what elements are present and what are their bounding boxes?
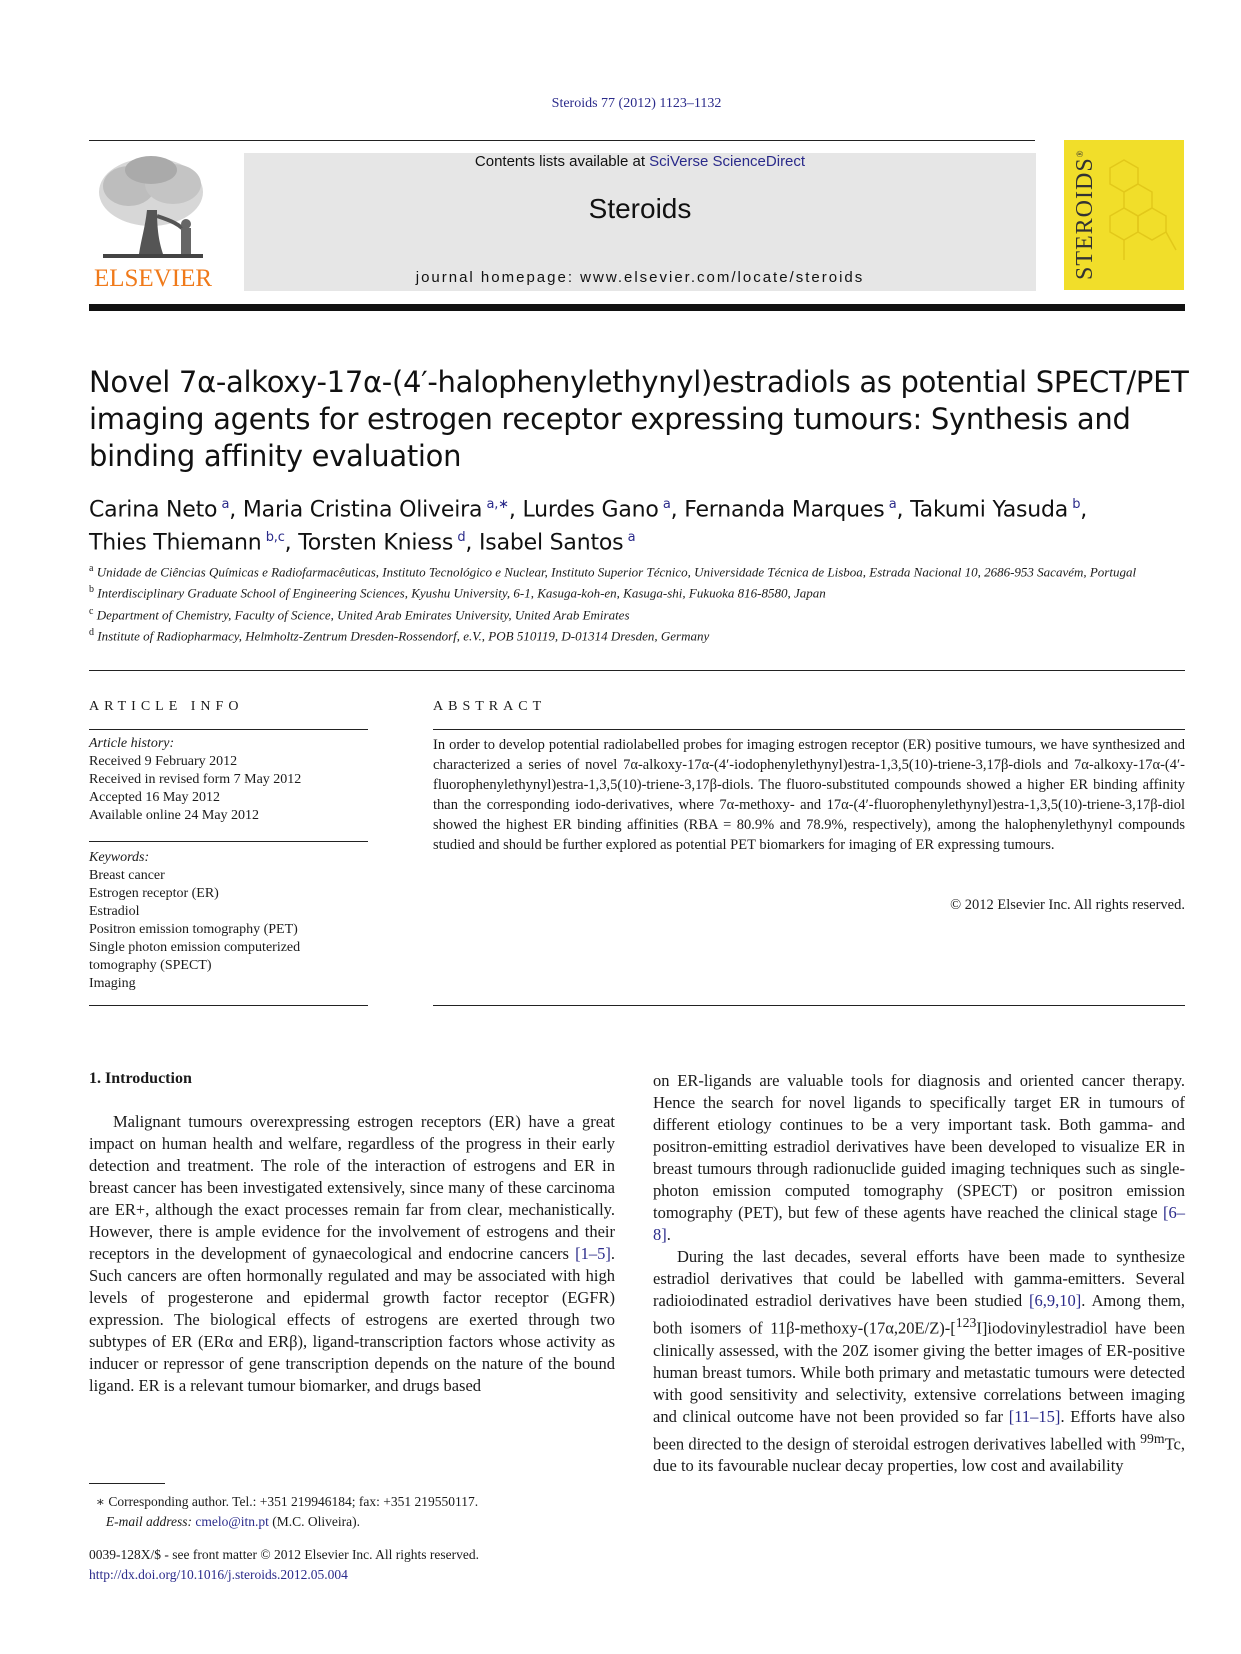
affiliation-key: d: [89, 626, 94, 638]
keyword: Positron emission tomography (PET): [89, 922, 298, 937]
elsevier-logo[interactable]: [89, 150, 217, 292]
author[interactable]: Fernanda Marques: [684, 497, 885, 523]
corresponding-author: [89, 1492, 649, 1512]
issn-line: 0039-128X/$ - see front matter © 2012 Elsevier Inc. All rights reserved.: [89, 1547, 480, 1562]
footer: [89, 1545, 649, 1585]
affiliation: [89, 624, 1189, 645]
divider: [89, 729, 368, 730]
footnote-star: ∗: [95, 1494, 105, 1509]
email-label: E-mail address:: [105, 1514, 192, 1529]
author[interactable]: Takumi Yasuda: [910, 497, 1069, 523]
header-thick-rule: [89, 304, 1185, 311]
corresponding-text: Corresponding author. Tel.: +351 219946184; fax: +351 219550117.: [104, 1494, 479, 1509]
footnote-rule: [89, 1483, 165, 1484]
author-affil[interactable]: a: [888, 497, 897, 512]
abstract-copyright: © 2012 Elsevier Inc. All rights reserved.: [950, 897, 1185, 913]
section-heading: 1. Introduction: [89, 1070, 192, 1087]
divider: [433, 1005, 1185, 1006]
keyword: Breast cancer: [89, 868, 165, 883]
contents-line: [244, 153, 1036, 170]
article-history: [89, 735, 379, 825]
abstract-text: In order to develop potential radiolabelled probes for imaging estrogen receptor (ER) positive tumours, we have synthesized and characterized a series of novel 7α-alkoxy-17α-(4′-iodophenylethynyl)estra-1,3,5(10)-triene-3,17β-diols and 7α-alkoxy-17α-(4′-fluorophenylethynyl)estra-1,3,5(10)-triene-3,17β-diols. The fluoro-substituted compounds showed a higher ER binding affinity than the corresponding iodo-derivatives, where 7α-methoxy- and 17α-(4′-fluorophenylethynyl)estra-1,3,5(10)-triene-3,17β-diol showed the highest ER binding affinities (RBA = 80.9% and 78.9%, respectively), among the halophenylethynyl compounds studied and should be further explored as potential PET biomarkers for imaging of ER expressing tumours.: [433, 737, 1185, 853]
affiliation-key: a: [89, 563, 94, 574]
abstract-heading: ABSTRACT: [433, 699, 547, 714]
affiliation: [89, 581, 1189, 602]
paragraph-text: . Efforts have also been directed to the design of steroidal estrogen derivatives labelled with: [653, 1406, 1185, 1453]
paragraph-text: I]iodovinylestradiol have been clinically assessed, with the 20Z isomer giving the better images of ER-positive human breast tumors. While both primary and metastatic tumours were detected with good sensitivity and selectivity, extensive correlations between imaging and clinical outcome have not been provided so far: [653, 1318, 1185, 1426]
author-affil[interactable]: a: [221, 497, 230, 512]
author-affil[interactable]: b: [1072, 497, 1081, 512]
author[interactable]: Thies Thiemann: [89, 530, 262, 556]
contents-prefix: Contents lists available at: [474, 153, 650, 170]
email-link[interactable]: cmelo@itn.pt: [195, 1514, 269, 1529]
paragraph: [653, 1070, 1185, 1246]
article-title: Novel 7α-alkoxy-17α-(4′-halophenylethynyl)estradiols as potential SPECT/PET imaging agents for estrogen receptor expressing tumours: Synthesis and binding affinity evaluation: [89, 365, 1189, 473]
article-info-heading: ARTICLE INFO: [89, 699, 244, 714]
journal-citation-link[interactable]: Steroids 77 (2012) 1123–1132: [551, 96, 722, 111]
affiliation-key: b: [89, 584, 94, 596]
isotope-superscript: 123: [955, 1315, 977, 1330]
keyword: Imaging: [89, 976, 136, 991]
paragraph: [89, 1111, 615, 1397]
paragraph-text: During the last decades, several efforts have been made to synthesize estradiol derivatives that could be labelled with gamma-emitters. Several radioiodinated estradiol derivatives have been studied: [653, 1247, 1185, 1310]
isotope-superscript: 99m: [1140, 1430, 1165, 1446]
reference-link[interactable]: [1–5]: [575, 1244, 611, 1263]
keyword: Estrogen receptor (ER): [89, 886, 219, 901]
footnote: [89, 1492, 649, 1532]
reference-link[interactable]: [6,9,10]: [1029, 1291, 1082, 1310]
history-item: Accepted 16 May 2012: [89, 790, 221, 805]
cover-registered-mark: ®: [1075, 149, 1085, 158]
history-item: Available online 24 May 2012: [89, 808, 260, 823]
keyword: Estradiol: [89, 904, 140, 919]
reference-link[interactable]: [11–15]: [1008, 1406, 1061, 1426]
paragraph-text: Tc, due to its favourable nuclear decay properties, low cost and availability: [653, 1434, 1185, 1475]
author-affil[interactable]: a,∗: [486, 497, 509, 512]
divider: [89, 670, 1185, 671]
body-column-right: [653, 1070, 1185, 1477]
cover-title-text: STEROIDS: [1072, 157, 1098, 280]
header-rule: [89, 140, 1035, 141]
elsevier-tree-icon: [89, 150, 217, 292]
author-affil[interactable]: a: [662, 497, 671, 512]
author-affil[interactable]: b,c: [265, 530, 285, 546]
divider: [433, 729, 1185, 730]
affiliation-text: Institute of Radiopharmacy, Helmholtz-Zentrum Dresden-Rossendorf, e.V., POB 510119, D-01314 Dresden, Germany: [97, 628, 710, 644]
author[interactable]: Lurdes Gano: [522, 497, 659, 523]
keyword: tomography (SPECT): [89, 958, 212, 973]
keywords-label: Keywords:: [89, 850, 150, 865]
author[interactable]: Carina Neto: [89, 497, 218, 523]
paragraph-text: Malignant tumours overexpressing estrogen receptors (ER) have a great impact on human health and welfare, regardless of the progress in their early detection and treatment. The role of the interaction of estrogens and ER in breast cancer has been investigated extensively, since many of these carcinoma are ER+, although the exact processes remain far from clear, mechanistically. However, there is ample evidence for the involvement of estrogens and their receptors in the development of gynaecological and endocrine cancers: [89, 1112, 615, 1263]
cover-title: [1072, 149, 1099, 280]
affiliation-text: Department of Chemistry, Faculty of Science, United Arab Emirates University, United Arab Emirates: [96, 606, 630, 622]
paragraph-text: .: [666, 1225, 671, 1244]
doi-link[interactable]: http://dx.doi.org/10.1016/j.steroids.2012.05.004: [89, 1567, 348, 1582]
keywords: [89, 849, 379, 993]
affiliation: [89, 560, 1189, 581]
author[interactable]: Maria Cristina Oliveira: [242, 497, 483, 523]
divider: [89, 841, 368, 842]
keyword: Single photon emission computerized: [89, 940, 301, 955]
affiliation-text: Interdisciplinary Graduate School of Engineering Sciences, Kyushu University, 6-1, Kasuga-koh-en, Kasuga-shi, Fukuoka 816-8580, Japan: [97, 585, 826, 601]
email-suffix: (M.C. Oliveira).: [268, 1514, 361, 1529]
history-item: Received in revised form 7 May 2012: [89, 772, 302, 787]
author-list: Carina Neto $^a$, Maria Cristina Oliveira $^{a,∗}$, Lurdes Gano $^a$, Fernanda Marques $^a$, Takumi Yasuda $^b$, Thies Thiemann $^{b,c}$, Torsten Kniess $^d$, Isabel Santos $^a$: [89, 497, 1088, 556]
history-item: Received 9 February 2012: [89, 754, 238, 769]
author-affil[interactable]: d: [457, 530, 466, 546]
affiliation-text: Unidade de Ciências Químicas e Radiofarmacêuticas, Instituto Tecnológico e Nuclear, Instituto Superior Técnico, Universidade Técnica de Lisboa, Estrada Nacional 10, 2686-953 Sacavém, Portugal: [96, 564, 1137, 580]
paragraph: [653, 1246, 1185, 1477]
affiliation: [89, 603, 1189, 624]
affiliation-key: c: [89, 605, 94, 617]
author[interactable]: Torsten Kniess: [298, 530, 454, 556]
reference-link[interactable]: [6–8]: [653, 1203, 1185, 1244]
journal-cover[interactable]: [1064, 140, 1184, 290]
history-label: Article history:: [89, 736, 175, 751]
journal-name: Steroids: [588, 193, 692, 224]
paragraph-text: . Such cancers are often hormonally regulated and may be associated with high levels of progesterone and epidermal growth factor receptor (EGFR) expression. The biological effects of estrogens are exerted through two subtypes of ER (ERα and ERβ), ligand-transcription factors whose activity as inducer or repressor of gene transcription depends on the nature of the bound ligand. ER is a relevant tumour biomarker, and drugs based: [89, 1244, 615, 1395]
journal-banner: [244, 153, 1036, 291]
svg-text:ELSEVIER: ELSEVIER: [93, 265, 213, 292]
sciencedirect-link[interactable]: SciVerse ScienceDirect: [649, 153, 806, 170]
author[interactable]: Isabel Santos: [479, 530, 624, 556]
paragraph-text: on ER-ligands are valuable tools for diagnosis and oriented cancer therapy. Hence the search for novel ligands to specifically target ER in tumours of different etiology continues to be a very important task. Both gamma- and positron-emitting estradiol derivatives have been developed to visualize ER in breast tumours through radionuclide guided imaging techniques such as single-photon emission computed tomography (SPECT) or positron emission tomography (PET), but few of these agents have reached the clinical stage: [653, 1071, 1185, 1222]
paragraph-text: . Among them, both isomers of 11β-methoxy-(17α,20E/Z)-[: [653, 1291, 1185, 1338]
body-column-left: [89, 1111, 615, 1397]
author-affil[interactable]: a: [627, 530, 636, 546]
affiliations: [89, 560, 1189, 645]
email-line: [89, 1512, 649, 1532]
journal-homepage-link[interactable]: journal homepage: www.elsevier.com/locate/steroids: [415, 269, 865, 286]
divider: [89, 1005, 368, 1006]
